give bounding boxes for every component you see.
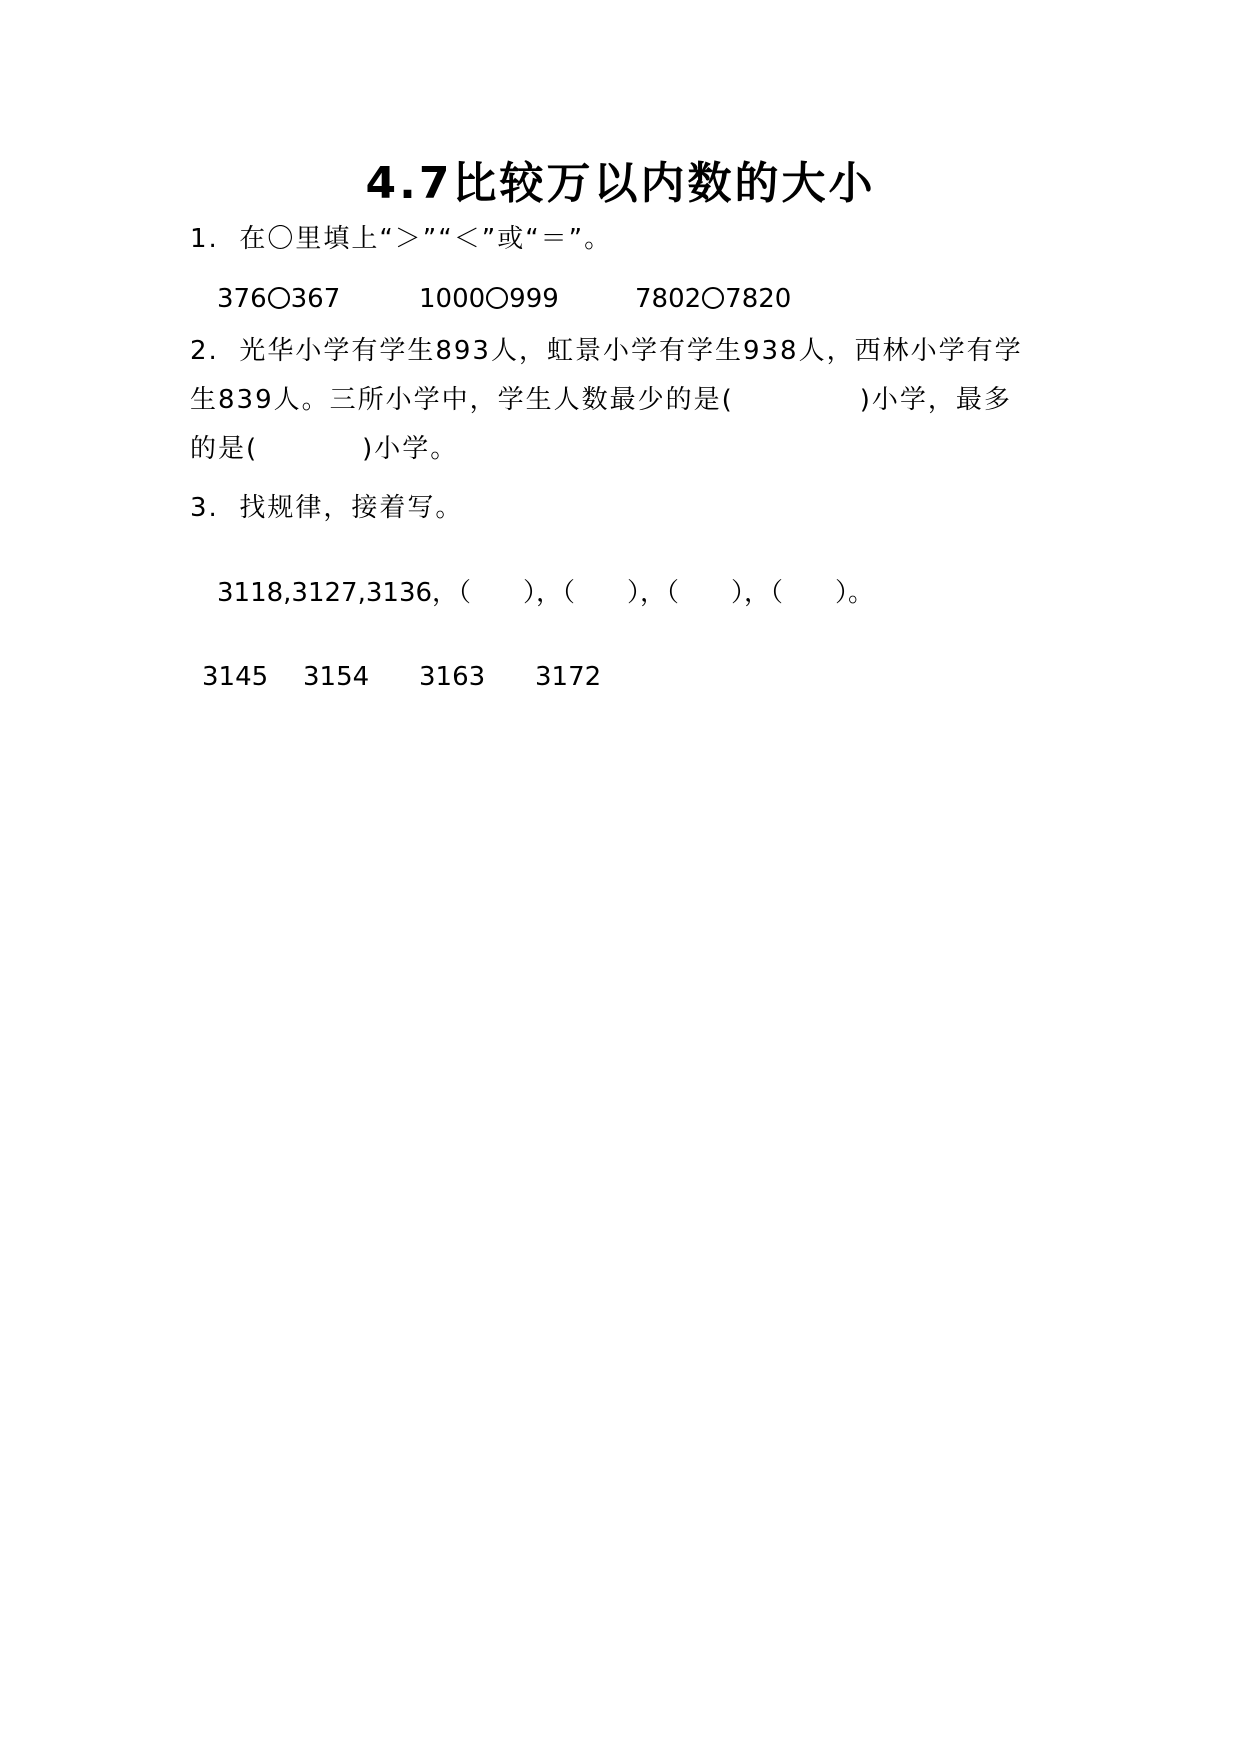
question-2-line-2 (190, 383, 1012, 417)
comparison-item (217, 282, 340, 316)
question-3-prompt: 3. 找规律，接着写。 (190, 493, 464, 523)
comparison-left: 7802 (635, 284, 702, 314)
answer-value: 3154 (303, 662, 370, 692)
answer-value: 3163 (419, 662, 486, 692)
answer-value: 3172 (535, 662, 602, 692)
question-2-line-3-end: )小学。 (362, 434, 459, 464)
comparison-left: 376 (217, 284, 267, 314)
question-2-line-3 (190, 432, 458, 466)
comparison-right: 7820 (725, 284, 792, 314)
question-2-line-2-end: )小学，最多 (859, 385, 1012, 415)
question-1-prompt: 1. 在〇里填上“＞”“＜”或“＝”。 (190, 224, 613, 254)
comparison-left: 1000 (419, 284, 486, 314)
comparison-right: 367 (290, 284, 341, 314)
comparison-right: 999 (509, 284, 559, 314)
blank-circle-icon[interactable] (486, 287, 508, 309)
answer-value: 3145 (202, 662, 269, 692)
comparison-item (419, 282, 559, 316)
question-2-line-3-start: 的是( (190, 434, 259, 464)
blank-circle-icon[interactable] (702, 287, 724, 309)
question-3-sequence: 3118,3127,3136，（ ），（ ），（ ），（ ）。 (217, 578, 875, 608)
page-title: 4.7比较万以内数的大小 (365, 158, 876, 209)
question-2-line-1: 2. 光华小学有学生893人，虹景小学有学生938人，西林小学有学 (190, 336, 1023, 366)
comparison-item (635, 282, 791, 316)
question-2-line-2-start: 生839人。三所小学中，学生人数最少的是( (190, 385, 734, 415)
blank-circle-icon[interactable] (268, 287, 290, 309)
